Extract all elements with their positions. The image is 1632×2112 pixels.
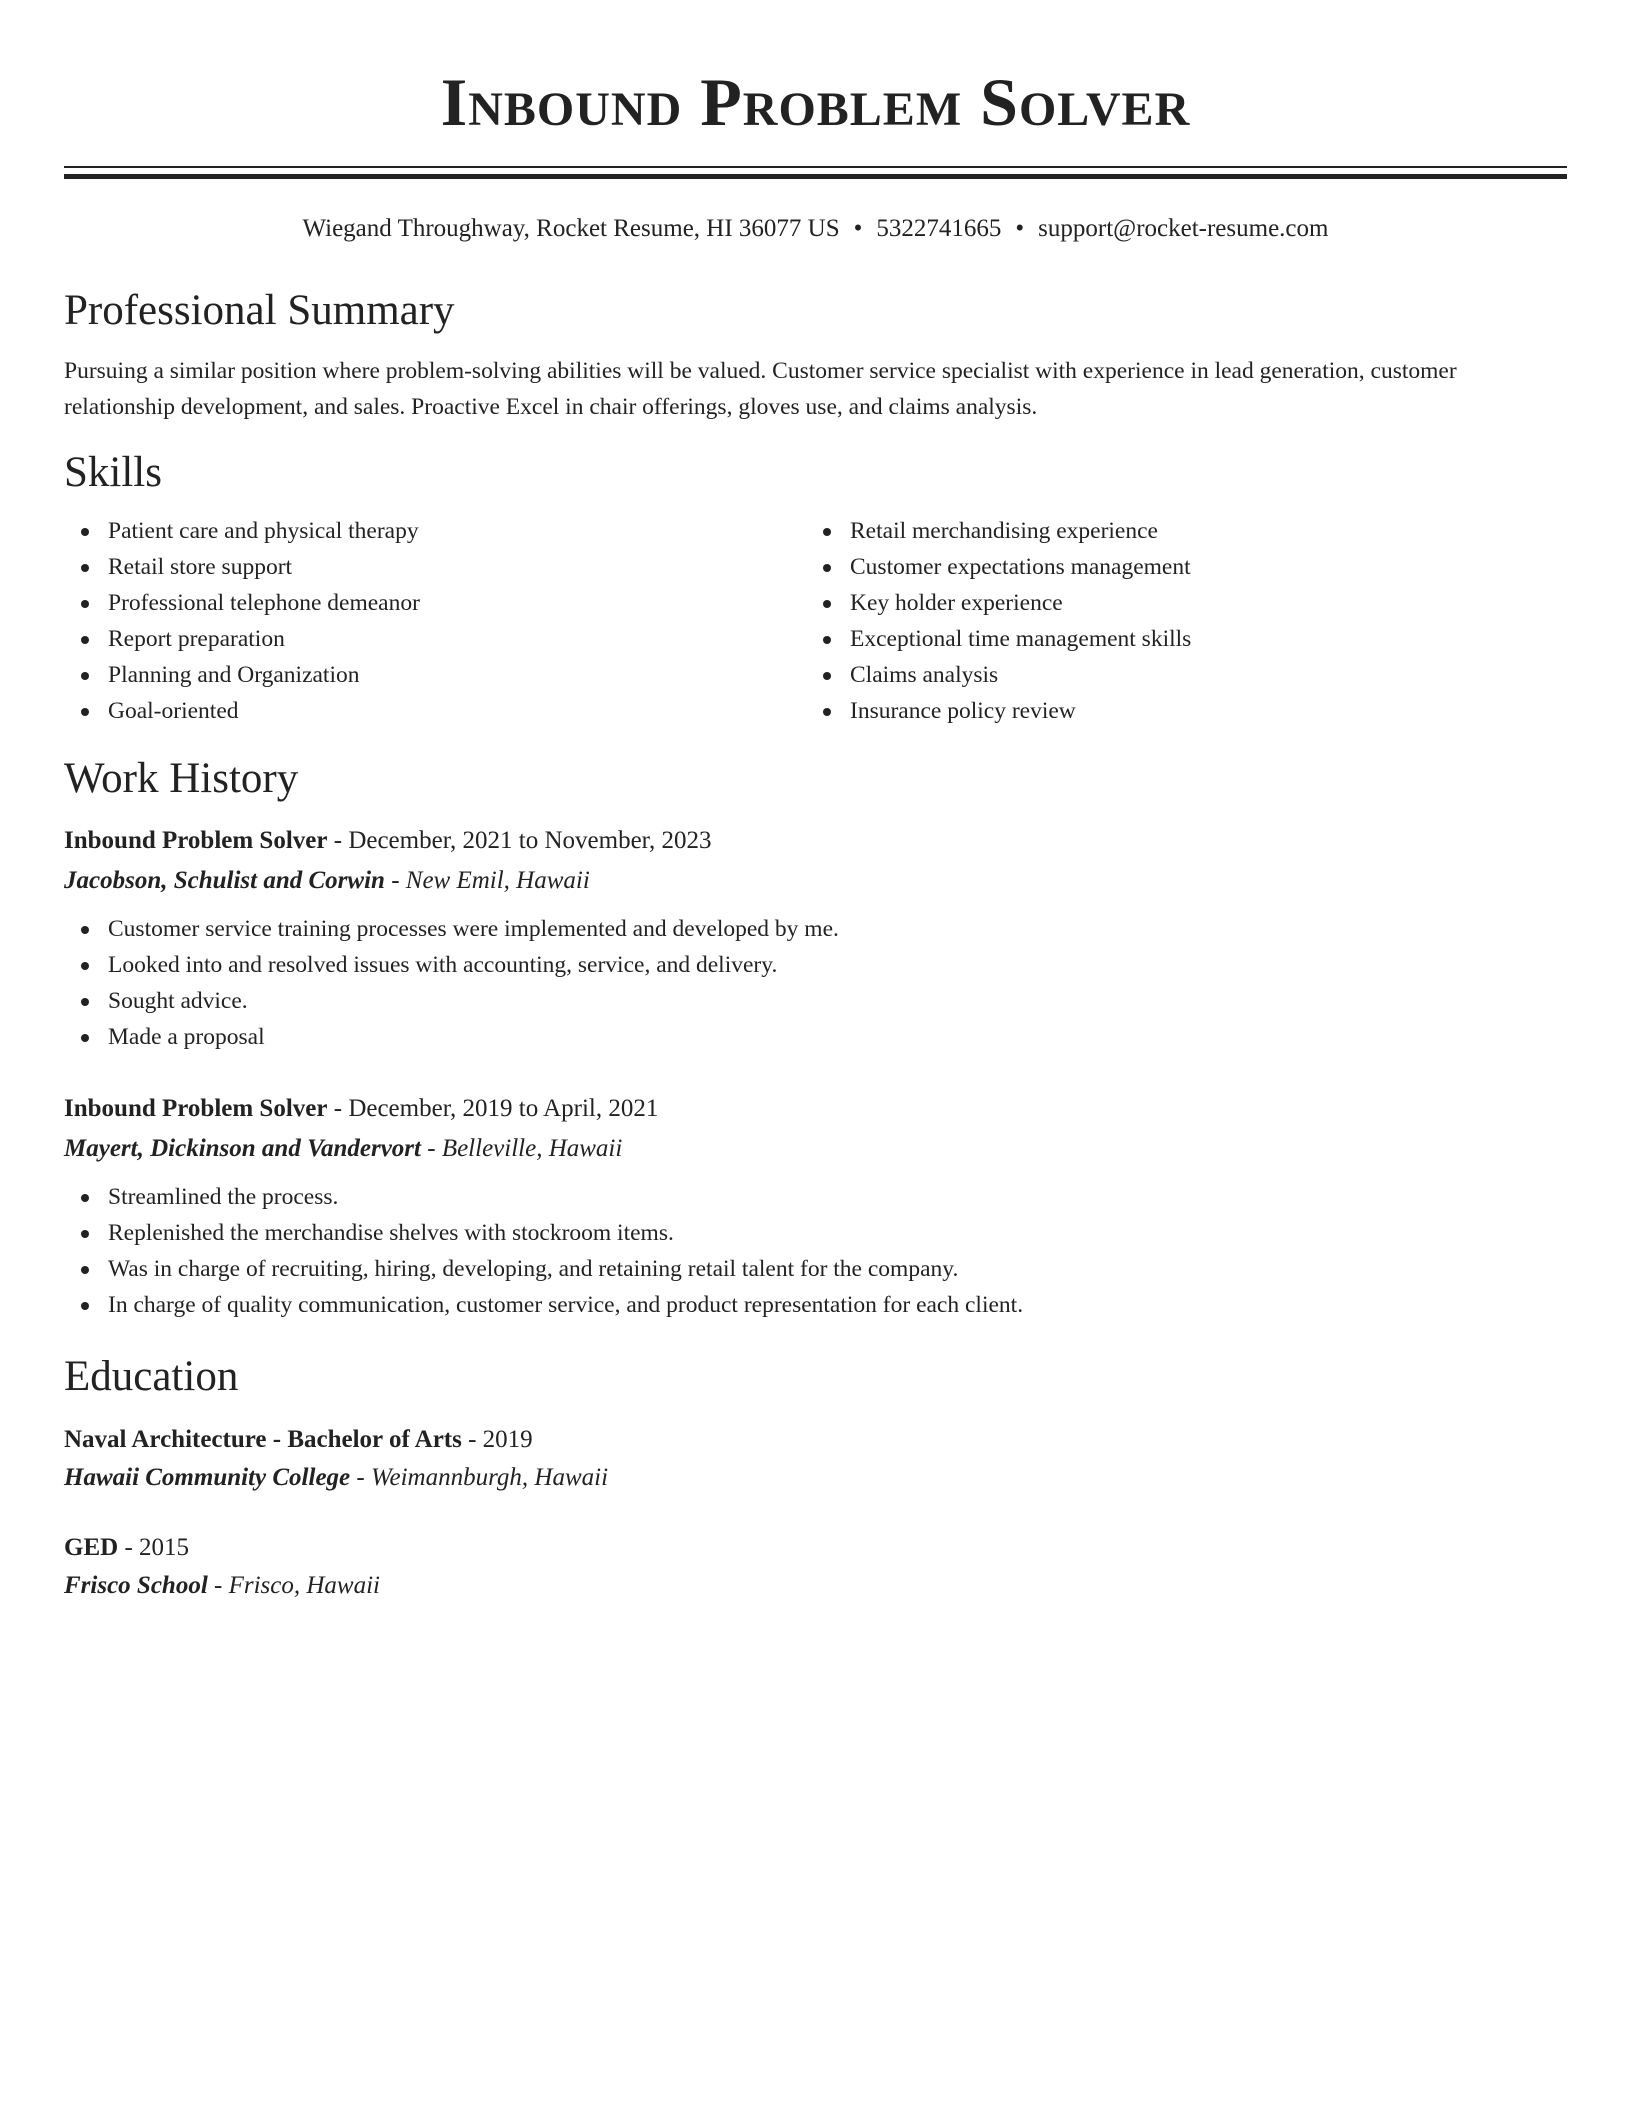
education-school: Frisco School	[64, 1572, 208, 1599]
education-year: 2019	[482, 1426, 533, 1453]
education-school-line: Frisco School - Frisco, Hawaii	[64, 1572, 381, 1599]
resume-page	[64, 0, 1567, 1605]
header-rule-thin	[64, 166, 1567, 168]
summary-text: Pursuing a similar position where problem-solving abilities will be valued. Customer service specialist with experience in lead generation, customer relationship development, and sales. Proactive Excel in chair offerings, gloves use, and claims analysis.	[64, 358, 1457, 420]
skill-item: Retail merchandising experience	[806, 513, 1548, 549]
job-company: Mayert, Dickinson and Vandervort	[64, 1135, 421, 1162]
skill-item: Report preparation	[64, 621, 806, 657]
job-entry	[64, 821, 1567, 1055]
job-role: Inbound Problem Solver	[64, 827, 328, 854]
job-bullet: Customer service training processes were implemented and developed by me.	[64, 911, 1567, 947]
skills-column-right	[806, 513, 1548, 729]
education-year: 2015	[139, 1534, 190, 1561]
job-company: Jacobson, Schulist and Corwin	[64, 867, 385, 894]
contact-separator: •	[853, 215, 863, 242]
job-dates: December, 2021 to November, 2023	[348, 827, 712, 854]
job-bullet: In charge of quality communication, customer service, and product representation for each client.	[64, 1287, 1567, 1323]
work-history-heading: Work History	[64, 755, 299, 802]
education-degree-line: Naval Architecture - Bachelor of Arts - 2019	[64, 1426, 533, 1453]
job-bullet: Looked into and resolved issues with accounting, service, and delivery.	[64, 947, 1567, 983]
skill-item: Key holder experience	[806, 585, 1548, 621]
contact-separator: •	[1015, 215, 1025, 242]
job-role: Inbound Problem Solver	[64, 1095, 328, 1122]
skill-item: Planning and Organization	[64, 657, 806, 693]
job-bullet: Replenished the merchandise shelves with stockroom items.	[64, 1215, 1567, 1251]
job-location: Belleville, Hawaii	[441, 1135, 623, 1162]
summary-heading: Professional Summary	[64, 287, 455, 334]
job-bullet: Streamlined the process.	[64, 1179, 1567, 1215]
job-bullet: Was in charge of recruiting, hiring, developing, and retaining retail talent for the company.	[64, 1251, 1567, 1287]
job-bullets	[64, 911, 1567, 1055]
education-location: Frisco, Hawaii	[228, 1572, 381, 1599]
education-school-line: Hawaii Community College - Weimannburgh, Hawaii	[64, 1464, 609, 1491]
skill-item: Insurance policy review	[806, 693, 1548, 729]
job-entry	[64, 1089, 1567, 1323]
education-entry	[64, 1529, 1567, 1605]
contact-email: support@rocket-resume.com	[1038, 215, 1329, 242]
job-bullets	[64, 1179, 1567, 1323]
job-company-line: Mayert, Dickinson and Vandervort - Belleville, Hawaii	[64, 1135, 623, 1162]
skill-item: Retail store support	[64, 549, 806, 585]
job-company-line: Jacobson, Schulist and Corwin - New Emil, Hawaii	[64, 867, 590, 894]
skill-item: Claims analysis	[806, 657, 1548, 693]
education-heading: Education	[64, 1353, 239, 1400]
contact-phone: 5322741665	[876, 215, 1002, 242]
job-title-line: Inbound Problem Solver - December, 2021 to November, 2023	[64, 827, 712, 854]
education-school: Hawaii Community College	[64, 1464, 351, 1491]
education-degree: GED	[64, 1534, 119, 1561]
education-entry	[64, 1421, 1567, 1497]
job-dates: December, 2019 to April, 2021	[348, 1095, 659, 1122]
job-title-line: Inbound Problem Solver - December, 2019 to April, 2021	[64, 1095, 659, 1122]
skills-column-left	[64, 513, 806, 729]
contact-line	[64, 213, 1567, 245]
job-bullet: Made a proposal	[64, 1019, 1567, 1055]
education-degree: Naval Architecture - Bachelor of Arts	[64, 1426, 462, 1453]
header-rule-thick	[64, 174, 1567, 179]
resume-name: Inbound Problem Solver	[440, 64, 1191, 140]
education-location: Weimannburgh, Hawaii	[370, 1464, 609, 1491]
job-bullet: Sought advice.	[64, 983, 1567, 1019]
skills-heading: Skills	[64, 449, 162, 496]
skill-item: Exceptional time management skills	[806, 621, 1548, 657]
skill-item: Patient care and physical therapy	[64, 513, 806, 549]
job-location: New Emil, Hawaii	[405, 867, 590, 894]
contact-address: Wiegand Throughway, Rocket Resume, HI 36077 US	[302, 215, 840, 242]
skill-item: Goal-oriented	[64, 693, 806, 729]
skill-item: Professional telephone demeanor	[64, 585, 806, 621]
skill-item: Customer expectations management	[806, 549, 1548, 585]
education-degree-line: GED - 2015	[64, 1534, 190, 1561]
skills-list	[64, 513, 1567, 729]
